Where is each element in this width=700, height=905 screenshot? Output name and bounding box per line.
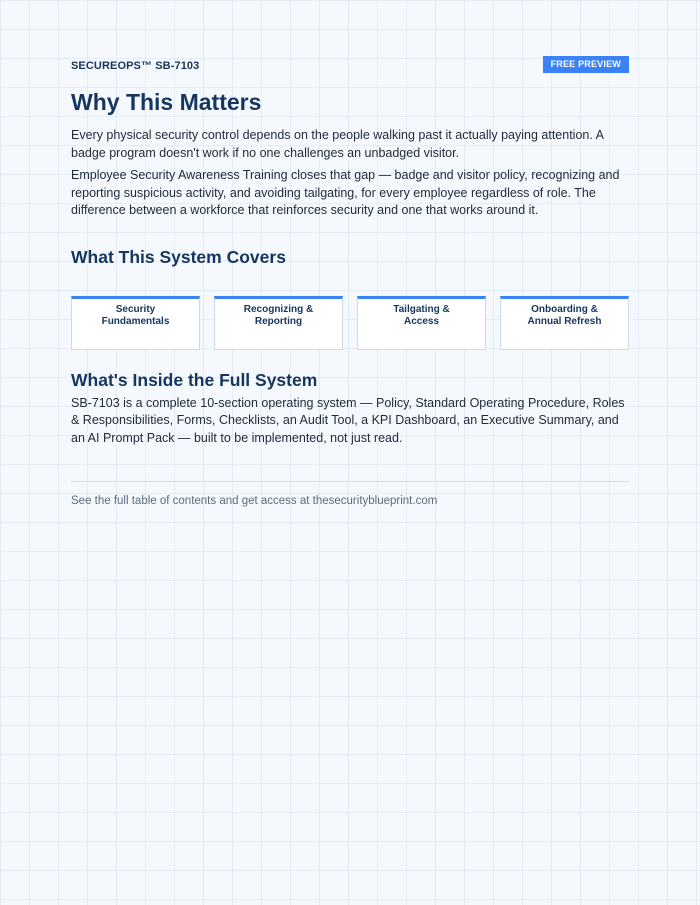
section-heading-inside: What's Inside the Full System bbox=[71, 369, 318, 390]
intro-paragraph: Every physical security control depends on the people walking past it actually paying attention. A badge program doesn't work if no one challenges an unbadged visitor. bbox=[71, 128, 604, 160]
topic-card-label: Recognizing & Reporting bbox=[243, 303, 314, 327]
topic-card-label: Tailgating & Access bbox=[393, 303, 450, 327]
topic-card bbox=[71, 296, 200, 350]
topic-card bbox=[500, 296, 629, 350]
topic-card-label: Security Fundamentals bbox=[101, 303, 170, 327]
topic-card bbox=[214, 296, 343, 350]
page-title: Why This Matters bbox=[71, 89, 262, 115]
topic-cards bbox=[71, 296, 629, 350]
intro-paragraph: Employee Security Awareness Training closes that gap — badge and visitor policy, recognizing and reporting suspicious activity, and avoiding tailgating, for every employee regardless of role. The difference between a workforce that reinforces security and one that works around it. bbox=[71, 168, 620, 217]
document-page bbox=[71, 0, 629, 509]
topic-card-label: Onboarding & Annual Refresh bbox=[527, 303, 602, 327]
section-heading-covers: What This System Covers bbox=[71, 246, 286, 267]
topic-card bbox=[357, 296, 486, 350]
product-code: SECUREOPS™ SB-7103 bbox=[71, 60, 200, 72]
inside-paragraph: SB-7103 is a complete 10-section operating system — Policy, Standard Operating Procedure, Roles & Responsibilities, Forms, Checklists, an Audit Tool, a KPI Dashboard, an Executive Summary, and an AI Prompt Pack — built to be implemented, not just read. bbox=[71, 395, 625, 445]
document-header bbox=[71, 56, 629, 74]
divider bbox=[71, 481, 629, 482]
footer-note: See the full table of contents and get access at thesecurityblueprint.com bbox=[71, 495, 438, 507]
free-preview-badge: FREE PREVIEW bbox=[543, 56, 629, 73]
